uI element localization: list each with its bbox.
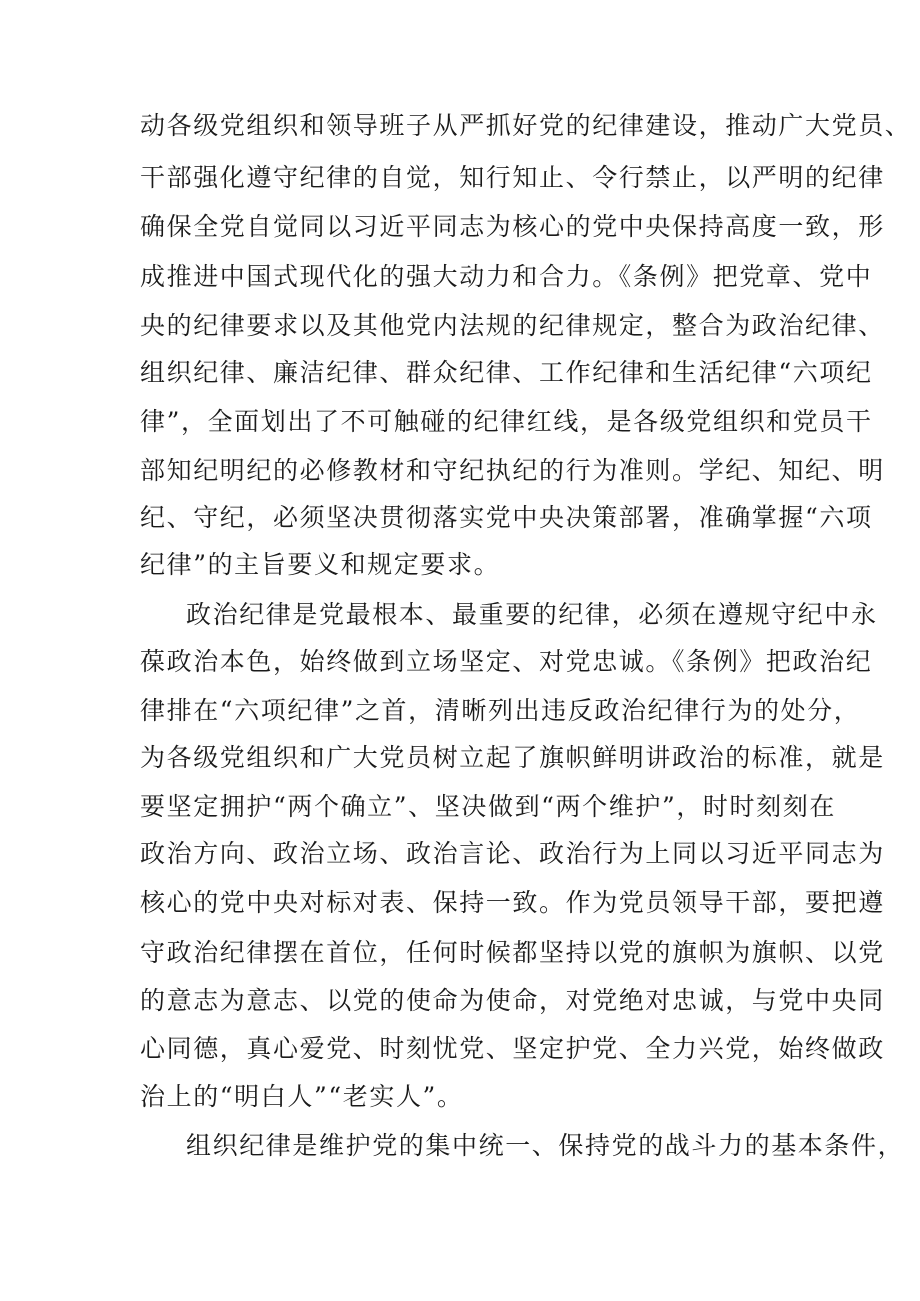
text-line: 为各级党组织和广大党员树立起了旗帜鲜明讲政治的标准，就是 [140, 743, 885, 772]
text-line: 守政治纪律摆在首位，任何时候都坚持以党的旗帜为旗帜、以党 [140, 938, 885, 967]
text-line: 律”，全面划出了不可触碰的纪律红线，是各级党组织和党员干 [140, 407, 873, 436]
text-line: 干部强化遵守纪律的自觉，知行知止、令行禁止，以严明的纪律 [140, 163, 885, 192]
text-line: 治上的“明白人”“老实人”。 [140, 1082, 464, 1111]
text-line: 的意志为意志、以党的使命为使命，对党绝对忠诚，与党中央同 [140, 986, 885, 1015]
text-line: 纪律”的主旨要义和规定要求。 [140, 550, 501, 579]
text-line: 葆政治本色，始终做到立场坚定、对党忠诚。《条例》把政治纪 [140, 647, 873, 676]
paragraph-first-line: 组织纪律是维护党的集中统一、保持党的战斗力的基本条件， [186, 1131, 905, 1160]
paragraph-first-line: 政治纪律是党最根本、最重要的纪律，必须在遵规守纪中永 [186, 600, 878, 629]
text-line: 纪、守纪，必须坚决贯彻落实党中央决策部署，准确掌握“六项 [140, 503, 873, 532]
text-line: 央的纪律要求以及其他党内法规的纪律规定，整合为政治纪律、 [140, 311, 885, 340]
text-line: 确保全党自觉同以习近平同志为核心的党中央保持高度一致，形 [140, 212, 885, 241]
text-line: 核心的党中央对标对表、保持一致。作为党员领导干部，要把遵 [140, 888, 885, 917]
text-line: 要坚定拥护“两个确立”、坚决做到“两个维护”，时时刻刻在 [140, 792, 836, 821]
text-line: 组织纪律、廉洁纪律、群众纪律、工作纪律和生活纪律“六项纪 [140, 358, 873, 387]
text-line: 律排在“六项纪律”之首，清晰列出违反政治纪律行为的处分， [140, 696, 861, 725]
text-line: 心同德，真心爱党、时刻忧党、坚定护党、全力兴党，始终做政 [140, 1034, 885, 1063]
text-line: 部知纪明纪的必修教材和守纪执纪的行为准则。学纪、知纪、明 [140, 456, 885, 485]
text-line: 动各级党组织和领导班子从严抓好党的纪律建设，推动广大党员、 [140, 111, 912, 140]
text-line: 政治方向、政治立场、政治言论、政治行为上同以习近平同志为 [140, 839, 885, 868]
text-line: 成推进中国式现代化的强大动力和合力。《条例》把党章、党中 [140, 262, 873, 291]
